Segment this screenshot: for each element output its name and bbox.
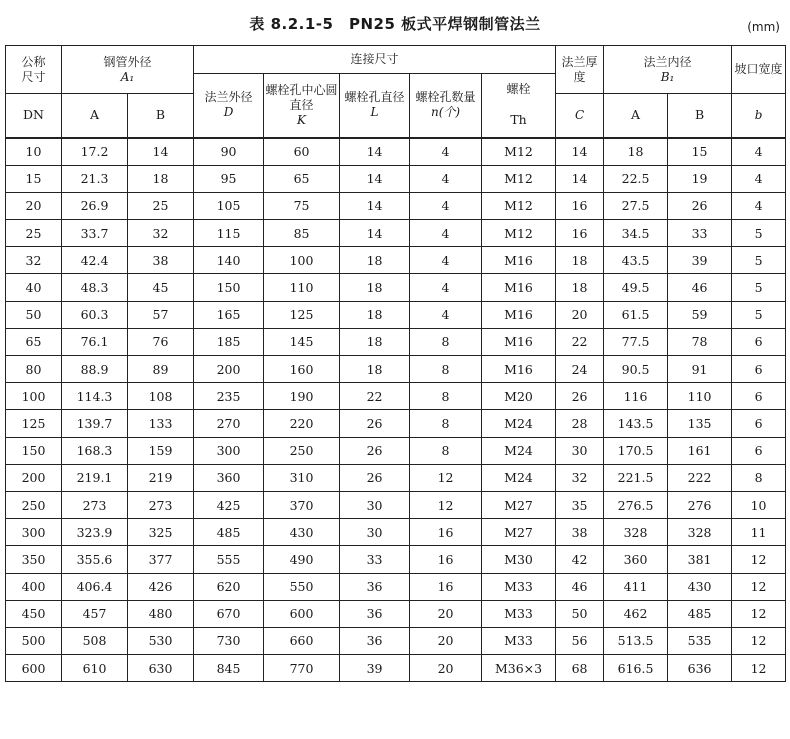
table-row (6, 655, 786, 682)
cell-a1-b: 89 (128, 356, 194, 383)
table-title: 表 8.2.1-5 PN25 板式平焊钢制管法兰 (249, 15, 541, 33)
cell-a1-b: 14 (128, 138, 194, 166)
cell-c: 18 (556, 247, 604, 274)
cell-b: 5 (732, 274, 786, 301)
cell-d: 270 (194, 410, 264, 437)
cell-d: 620 (194, 573, 264, 600)
cell-n: 16 (410, 546, 482, 573)
cell-b1-b: 59 (668, 301, 732, 328)
cell-b1-b: 276 (668, 491, 732, 518)
cell-l: 18 (340, 328, 410, 355)
cell-n: 8 (410, 437, 482, 464)
table-row (6, 274, 786, 301)
table-row (6, 546, 786, 573)
cell-n: 4 (410, 138, 482, 166)
cell-k: 100 (264, 247, 340, 274)
table-row (6, 220, 786, 247)
cell-b1-b: 33 (668, 220, 732, 247)
cell-l: 18 (340, 274, 410, 301)
cell-b: 12 (732, 573, 786, 600)
cell-d: 845 (194, 655, 264, 682)
cell-k: 370 (264, 491, 340, 518)
cell-b1-a: 18 (604, 138, 668, 166)
cell-b: 5 (732, 220, 786, 247)
cell-a1-a: 42.4 (62, 247, 128, 274)
cell-th: M12 (482, 192, 556, 219)
header-l: 螺栓孔直径 L (340, 74, 410, 138)
cell-l: 18 (340, 301, 410, 328)
cell-b1-a: 513.5 (604, 627, 668, 654)
cell-l: 30 (340, 491, 410, 518)
cell-n: 20 (410, 600, 482, 627)
table-row (6, 437, 786, 464)
header-n: 螺栓孔数量 n(个) (410, 74, 482, 138)
flange-spec-table (5, 45, 786, 682)
cell-th: M20 (482, 383, 556, 410)
cell-b1-a: 462 (604, 600, 668, 627)
header-bevel-name: 坡口宽度 (732, 46, 786, 94)
cell-dn: 25 (6, 220, 62, 247)
cell-b1-b: 26 (668, 192, 732, 219)
header-th: 螺栓 Th (482, 74, 556, 138)
cell-l: 39 (340, 655, 410, 682)
cell-d: 300 (194, 437, 264, 464)
cell-th: M33 (482, 600, 556, 627)
cell-d: 200 (194, 356, 264, 383)
cell-l: 36 (340, 600, 410, 627)
cell-b1-a: 143.5 (604, 410, 668, 437)
cell-th: M27 (482, 491, 556, 518)
cell-k: 310 (264, 464, 340, 491)
cell-a1-a: 508 (62, 627, 128, 654)
cell-b: 12 (732, 546, 786, 573)
table-row (6, 627, 786, 654)
cell-dn: 40 (6, 274, 62, 301)
cell-b: 6 (732, 437, 786, 464)
cell-c: 18 (556, 274, 604, 301)
cell-c: 56 (556, 627, 604, 654)
cell-a1-a: 33.7 (62, 220, 128, 247)
cell-b1-b: 91 (668, 356, 732, 383)
cell-th: M16 (482, 247, 556, 274)
cell-b: 5 (732, 247, 786, 274)
cell-b1-a: 49.5 (604, 274, 668, 301)
cell-a1-a: 60.3 (62, 301, 128, 328)
cell-k: 430 (264, 519, 340, 546)
cell-a1-b: 25 (128, 192, 194, 219)
cell-a1-b: 32 (128, 220, 194, 247)
cell-l: 26 (340, 437, 410, 464)
cell-dn: 500 (6, 627, 62, 654)
cell-a1-b: 159 (128, 437, 194, 464)
cell-b: 12 (732, 627, 786, 654)
cell-l: 26 (340, 410, 410, 437)
header-b1: 法兰内径 B₁ (604, 46, 732, 94)
header-connection: 连接尺寸 (194, 46, 556, 74)
cell-a1-a: 88.9 (62, 356, 128, 383)
cell-n: 20 (410, 627, 482, 654)
header-c-symbol: C (556, 94, 604, 138)
cell-a1-b: 530 (128, 627, 194, 654)
cell-dn: 50 (6, 301, 62, 328)
cell-l: 14 (340, 220, 410, 247)
cell-b1-b: 110 (668, 383, 732, 410)
cell-a1-b: 133 (128, 410, 194, 437)
cell-a1-a: 114.3 (62, 383, 128, 410)
cell-th: M33 (482, 627, 556, 654)
cell-c: 16 (556, 192, 604, 219)
cell-th: M27 (482, 519, 556, 546)
cell-a1-a: 168.3 (62, 437, 128, 464)
cell-l: 18 (340, 247, 410, 274)
cell-b1-b: 46 (668, 274, 732, 301)
cell-a1-a: 219.1 (62, 464, 128, 491)
cell-d: 185 (194, 328, 264, 355)
cell-k: 110 (264, 274, 340, 301)
cell-a1-b: 325 (128, 519, 194, 546)
cell-k: 85 (264, 220, 340, 247)
cell-k: 75 (264, 192, 340, 219)
cell-dn: 125 (6, 410, 62, 437)
cell-dn: 65 (6, 328, 62, 355)
cell-d: 730 (194, 627, 264, 654)
cell-a1-b: 219 (128, 464, 194, 491)
table-row (6, 328, 786, 355)
header-c-name: 法兰厚度 (556, 46, 604, 94)
cell-th: M24 (482, 437, 556, 464)
header-b1-b: B (668, 94, 732, 138)
cell-k: 65 (264, 165, 340, 192)
cell-n: 16 (410, 519, 482, 546)
cell-n: 8 (410, 410, 482, 437)
cell-b1-b: 78 (668, 328, 732, 355)
cell-n: 4 (410, 274, 482, 301)
cell-b: 4 (732, 192, 786, 219)
cell-b1-b: 161 (668, 437, 732, 464)
table-row (6, 383, 786, 410)
cell-dn: 15 (6, 165, 62, 192)
cell-th: M12 (482, 165, 556, 192)
cell-c: 68 (556, 655, 604, 682)
cell-a1-b: 57 (128, 301, 194, 328)
cell-b: 4 (732, 165, 786, 192)
cell-b1-a: 170.5 (604, 437, 668, 464)
cell-th: M16 (482, 328, 556, 355)
cell-n: 4 (410, 192, 482, 219)
cell-a1-b: 18 (128, 165, 194, 192)
cell-a1-b: 630 (128, 655, 194, 682)
cell-n: 4 (410, 247, 482, 274)
table-row (6, 410, 786, 437)
table-row (6, 301, 786, 328)
header-a1-a: A (62, 94, 128, 138)
cell-n: 8 (410, 328, 482, 355)
cell-b1-a: 77.5 (604, 328, 668, 355)
cell-a1-a: 457 (62, 600, 128, 627)
table-row (6, 573, 786, 600)
cell-a1-b: 426 (128, 573, 194, 600)
cell-th: M33 (482, 573, 556, 600)
cell-b1-a: 22.5 (604, 165, 668, 192)
cell-b1-a: 27.5 (604, 192, 668, 219)
cell-dn: 200 (6, 464, 62, 491)
cell-c: 32 (556, 464, 604, 491)
cell-d: 90 (194, 138, 264, 166)
table-row (6, 600, 786, 627)
cell-b1-b: 485 (668, 600, 732, 627)
cell-d: 425 (194, 491, 264, 518)
cell-k: 770 (264, 655, 340, 682)
cell-d: 115 (194, 220, 264, 247)
cell-b1-a: 90.5 (604, 356, 668, 383)
cell-c: 16 (556, 220, 604, 247)
table-row (6, 138, 786, 166)
cell-a1-a: 21.3 (62, 165, 128, 192)
cell-n: 4 (410, 301, 482, 328)
header-a1: 钢管外径 A₁ (62, 46, 194, 94)
cell-b1-a: 616.5 (604, 655, 668, 682)
table-body (6, 138, 786, 682)
cell-n: 8 (410, 383, 482, 410)
cell-dn: 10 (6, 138, 62, 166)
cell-a1-b: 273 (128, 491, 194, 518)
table-row (6, 165, 786, 192)
cell-d: 165 (194, 301, 264, 328)
cell-d: 670 (194, 600, 264, 627)
table-row (6, 464, 786, 491)
cell-d: 140 (194, 247, 264, 274)
cell-k: 220 (264, 410, 340, 437)
cell-dn: 300 (6, 519, 62, 546)
cell-a1-b: 108 (128, 383, 194, 410)
table-row (6, 356, 786, 383)
cell-k: 600 (264, 600, 340, 627)
header-dn-name: 公称 尺寸 (6, 46, 62, 94)
cell-th: M16 (482, 301, 556, 328)
cell-b: 11 (732, 519, 786, 546)
cell-a1-b: 480 (128, 600, 194, 627)
cell-b1-a: 276.5 (604, 491, 668, 518)
cell-k: 60 (264, 138, 340, 166)
cell-c: 14 (556, 138, 604, 166)
cell-th: M24 (482, 410, 556, 437)
cell-dn: 150 (6, 437, 62, 464)
cell-b1-b: 15 (668, 138, 732, 166)
cell-c: 14 (556, 165, 604, 192)
cell-a1-a: 48.3 (62, 274, 128, 301)
cell-b: 12 (732, 655, 786, 682)
cell-dn: 600 (6, 655, 62, 682)
cell-c: 30 (556, 437, 604, 464)
header-b1-a: A (604, 94, 668, 138)
cell-th: M12 (482, 220, 556, 247)
table-row (6, 519, 786, 546)
cell-a1-a: 355.6 (62, 546, 128, 573)
cell-a1-a: 273 (62, 491, 128, 518)
cell-n: 4 (410, 220, 482, 247)
cell-b1-b: 535 (668, 627, 732, 654)
cell-k: 125 (264, 301, 340, 328)
cell-th: M16 (482, 274, 556, 301)
cell-c: 20 (556, 301, 604, 328)
cell-b: 6 (732, 356, 786, 383)
cell-dn: 80 (6, 356, 62, 383)
cell-dn: 32 (6, 247, 62, 274)
cell-b1-a: 328 (604, 519, 668, 546)
table-row (6, 192, 786, 219)
cell-c: 38 (556, 519, 604, 546)
cell-l: 30 (340, 519, 410, 546)
cell-b1-a: 411 (604, 573, 668, 600)
cell-b1-b: 328 (668, 519, 732, 546)
cell-a1-a: 610 (62, 655, 128, 682)
cell-l: 26 (340, 464, 410, 491)
cell-k: 660 (264, 627, 340, 654)
cell-d: 555 (194, 546, 264, 573)
cell-b1-b: 430 (668, 573, 732, 600)
cell-b: 10 (732, 491, 786, 518)
cell-dn: 100 (6, 383, 62, 410)
cell-b1-b: 39 (668, 247, 732, 274)
cell-c: 50 (556, 600, 604, 627)
header-bevel-symbol: b (732, 94, 786, 138)
unit-label: (mm) (747, 20, 780, 34)
cell-k: 550 (264, 573, 340, 600)
header-a1-b: B (128, 94, 194, 138)
cell-b1-a: 61.5 (604, 301, 668, 328)
cell-d: 485 (194, 519, 264, 546)
cell-dn: 400 (6, 573, 62, 600)
cell-l: 33 (340, 546, 410, 573)
cell-a1-a: 76.1 (62, 328, 128, 355)
cell-a1-b: 38 (128, 247, 194, 274)
cell-k: 190 (264, 383, 340, 410)
cell-d: 235 (194, 383, 264, 410)
cell-b1-b: 381 (668, 546, 732, 573)
cell-dn: 350 (6, 546, 62, 573)
header-dn-symbol: DN (6, 94, 62, 138)
cell-b1-b: 135 (668, 410, 732, 437)
cell-th: M12 (482, 138, 556, 166)
cell-l: 36 (340, 627, 410, 654)
cell-k: 145 (264, 328, 340, 355)
cell-d: 360 (194, 464, 264, 491)
cell-l: 14 (340, 165, 410, 192)
cell-a1-b: 377 (128, 546, 194, 573)
cell-b1-b: 222 (668, 464, 732, 491)
table-row (6, 247, 786, 274)
cell-b1-a: 116 (604, 383, 668, 410)
cell-b: 12 (732, 600, 786, 627)
cell-b1-a: 221.5 (604, 464, 668, 491)
cell-k: 490 (264, 546, 340, 573)
cell-a1-a: 406.4 (62, 573, 128, 600)
cell-c: 26 (556, 383, 604, 410)
cell-d: 105 (194, 192, 264, 219)
cell-n: 20 (410, 655, 482, 682)
cell-b: 8 (732, 464, 786, 491)
cell-dn: 450 (6, 600, 62, 627)
cell-b1-a: 360 (604, 546, 668, 573)
cell-k: 160 (264, 356, 340, 383)
cell-th: M30 (482, 546, 556, 573)
cell-a1-a: 139.7 (62, 410, 128, 437)
cell-l: 22 (340, 383, 410, 410)
cell-n: 12 (410, 464, 482, 491)
cell-d: 150 (194, 274, 264, 301)
cell-n: 12 (410, 491, 482, 518)
cell-b1-b: 636 (668, 655, 732, 682)
cell-b: 5 (732, 301, 786, 328)
cell-a1-b: 45 (128, 274, 194, 301)
cell-a1-b: 76 (128, 328, 194, 355)
cell-l: 14 (340, 138, 410, 166)
cell-l: 36 (340, 573, 410, 600)
header-k: 螺栓孔中心圆直径 K (264, 74, 340, 138)
cell-n: 16 (410, 573, 482, 600)
cell-c: 42 (556, 546, 604, 573)
cell-dn: 20 (6, 192, 62, 219)
header-d: 法兰外径 D (194, 74, 264, 138)
cell-c: 22 (556, 328, 604, 355)
cell-th: M24 (482, 464, 556, 491)
cell-n: 8 (410, 356, 482, 383)
cell-k: 250 (264, 437, 340, 464)
cell-b: 4 (732, 138, 786, 166)
cell-c: 35 (556, 491, 604, 518)
cell-l: 18 (340, 356, 410, 383)
cell-d: 95 (194, 165, 264, 192)
cell-c: 46 (556, 573, 604, 600)
cell-c: 28 (556, 410, 604, 437)
cell-b1-a: 34.5 (604, 220, 668, 247)
cell-c: 24 (556, 356, 604, 383)
cell-n: 4 (410, 165, 482, 192)
cell-a1-a: 17.2 (62, 138, 128, 166)
cell-th: M36×3 (482, 655, 556, 682)
cell-b: 6 (732, 410, 786, 437)
cell-th: M16 (482, 356, 556, 383)
cell-b1-a: 43.5 (604, 247, 668, 274)
cell-a1-a: 323.9 (62, 519, 128, 546)
cell-b: 6 (732, 383, 786, 410)
table-row (6, 491, 786, 518)
cell-dn: 250 (6, 491, 62, 518)
cell-b: 6 (732, 328, 786, 355)
cell-l: 14 (340, 192, 410, 219)
cell-a1-a: 26.9 (62, 192, 128, 219)
cell-b1-b: 19 (668, 165, 732, 192)
